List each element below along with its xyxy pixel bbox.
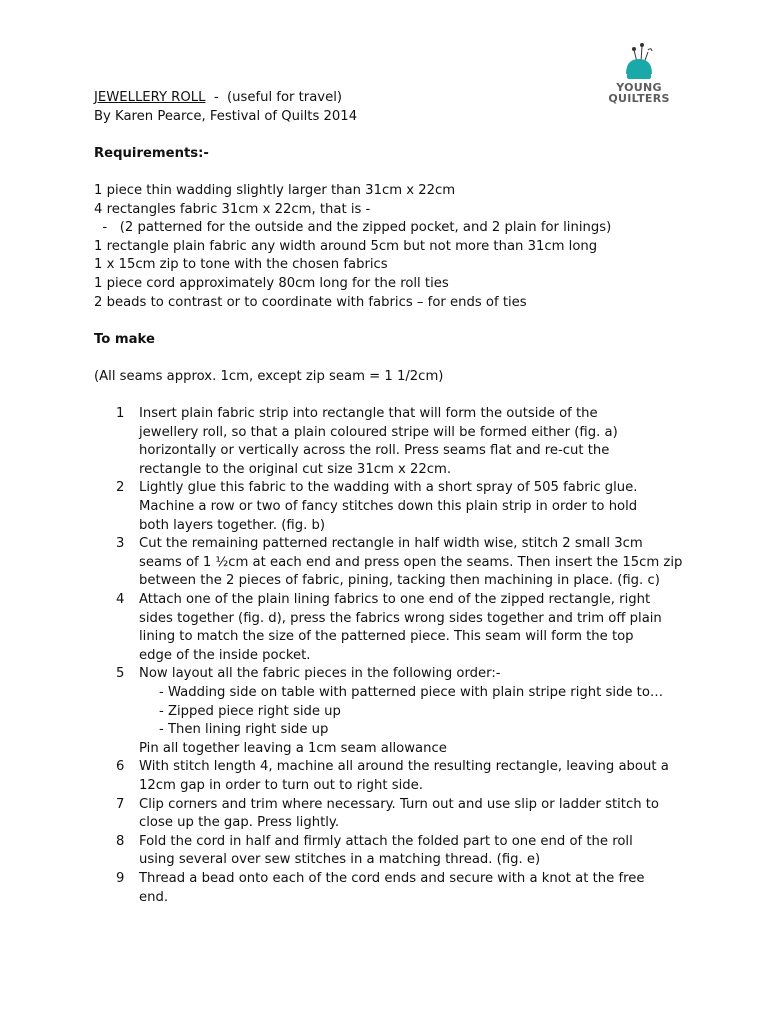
logo-text-young: YOUNG xyxy=(616,81,662,94)
step-text-line: Thread a bead onto each of the cord ends and secure with a knot at the free xyxy=(139,870,645,886)
step-item xyxy=(94,870,694,907)
step-text-line: seams of 1 ½cm at each end and press open the seams. Then insert the 15cm zip xyxy=(139,554,683,570)
step-number: 3 xyxy=(116,536,125,552)
step-text-line: 12cm gap in order to turn out to right side. xyxy=(139,777,423,793)
step-text-line: Attach one of the plain lining fabrics to one end of the zipped rectangle, right xyxy=(139,592,651,608)
step-text-line: Clip corners and trim where necessary. Turn out and use slip or ladder stitch to xyxy=(139,796,659,812)
step-item xyxy=(94,405,694,479)
step-text-line: sides together (fig. d), press the fabrics wrong sides together and trim off plain xyxy=(139,610,662,626)
step-number: 6 xyxy=(116,759,125,775)
step-number: 5 xyxy=(116,666,125,682)
step-text-line: Fold the cord in half and firmly attach the folded part to one end of the roll xyxy=(139,833,633,849)
requirements-list xyxy=(94,182,694,312)
step-text-line: Cut the remaining patterned rectangle in half width wise, stitch 2 small 3cm xyxy=(139,536,643,552)
step-number: 4 xyxy=(116,592,125,608)
document-body xyxy=(94,89,694,907)
step-number: 8 xyxy=(116,833,125,849)
step-number: 2 xyxy=(116,480,125,496)
step-text-line: jewellery roll, so that a plain coloured stripe will be formed either (fig. a) xyxy=(139,424,618,440)
step-text-line: between the 2 pieces of fabric, pining, tacking then machining in place. (fig. c) xyxy=(139,573,660,589)
step-text-line: horizontally or vertically across the roll. Press seams flat and re-cut the xyxy=(139,443,610,459)
document-title: JEWELLERY ROLL xyxy=(94,90,206,105)
pincushion-icon xyxy=(604,40,674,82)
requirement-item: 1 x 15cm zip to tone with the chosen fabrics xyxy=(94,257,388,273)
step-text-line: rectangle to the original cut size 31cm x 22cm. xyxy=(139,461,452,477)
title-line xyxy=(94,89,694,108)
step-text-line: edge of the inside pocket. xyxy=(139,647,311,663)
step-text-line: end. xyxy=(139,889,169,905)
step-number: 9 xyxy=(116,870,125,886)
step-text-line: using several over sew stitches in a matching thread. (fig. e) xyxy=(139,852,541,868)
logo-text-quilters: QUILTERS xyxy=(608,92,670,105)
step-item xyxy=(94,591,694,665)
step-text-line: With stitch length 4, machine all around the resulting rectangle, leaving about a xyxy=(139,759,669,775)
step-text-line: Insert plain fabric strip into rectangle that will form the outside of the xyxy=(139,406,598,422)
step-sub-item: - Zipped piece right side up xyxy=(159,703,341,719)
step-item xyxy=(94,796,694,833)
step-item xyxy=(94,479,694,535)
step-text-line: Pin all together leaving a 1cm seam allowance xyxy=(139,740,447,756)
step-sub-item: - Then lining right side up xyxy=(159,722,329,738)
requirement-item: 4 rectangles fabric 31cm x 22cm, that is - xyxy=(94,201,371,217)
step-item xyxy=(94,833,694,870)
requirement-item: 2 beads to contrast or to coordinate with fabrics – for ends of ties xyxy=(94,294,527,310)
step-text-line: close up the gap. Press lightly. xyxy=(139,815,340,831)
step-text-line: both layers together. (fig. b) xyxy=(139,517,325,533)
step-number: 7 xyxy=(116,796,125,812)
step-sub-item: - Wadding side on table with patterned piece with plain stripe right side to… xyxy=(159,685,664,700)
step-text-line: Now layout all the fabric pieces in the following order:- xyxy=(139,666,501,682)
seam-note: (All seams approx. 1cm, except zip seam = 1 1/2cm) xyxy=(94,368,444,384)
method-heading: To make xyxy=(94,331,155,347)
step-text-line: lining to match the size of the patterned piece. This seam will form the top xyxy=(139,629,634,645)
requirement-item: - (2 patterned for the outside and the zipped pocket, and 2 plain for linings) xyxy=(94,220,612,236)
requirement-item: 1 piece thin wadding slightly larger than 31cm x 22cm xyxy=(94,182,456,198)
step-item xyxy=(94,758,694,795)
step-item xyxy=(94,665,694,758)
step-text-line: Machine a row or two of fancy stitches down this plain strip in order to hold xyxy=(139,499,638,515)
requirement-item: 1 piece cord approximately 80cm long for the roll ties xyxy=(94,275,449,291)
steps-list xyxy=(94,405,694,907)
step-item xyxy=(94,535,694,591)
requirements-heading: Requirements:- xyxy=(94,145,209,161)
step-text-line: Lightly glue this fabric to the wadding with a short spray of 505 fabric glue. xyxy=(139,480,638,496)
step-number: 1 xyxy=(116,406,125,422)
title-suffix: - (useful for travel) xyxy=(205,90,343,105)
requirement-item: 1 rectangle plain fabric any width around 5cm but not more than 31cm long xyxy=(94,238,598,254)
byline: By Karen Pearce, Festival of Quilts 2014 xyxy=(94,108,358,124)
